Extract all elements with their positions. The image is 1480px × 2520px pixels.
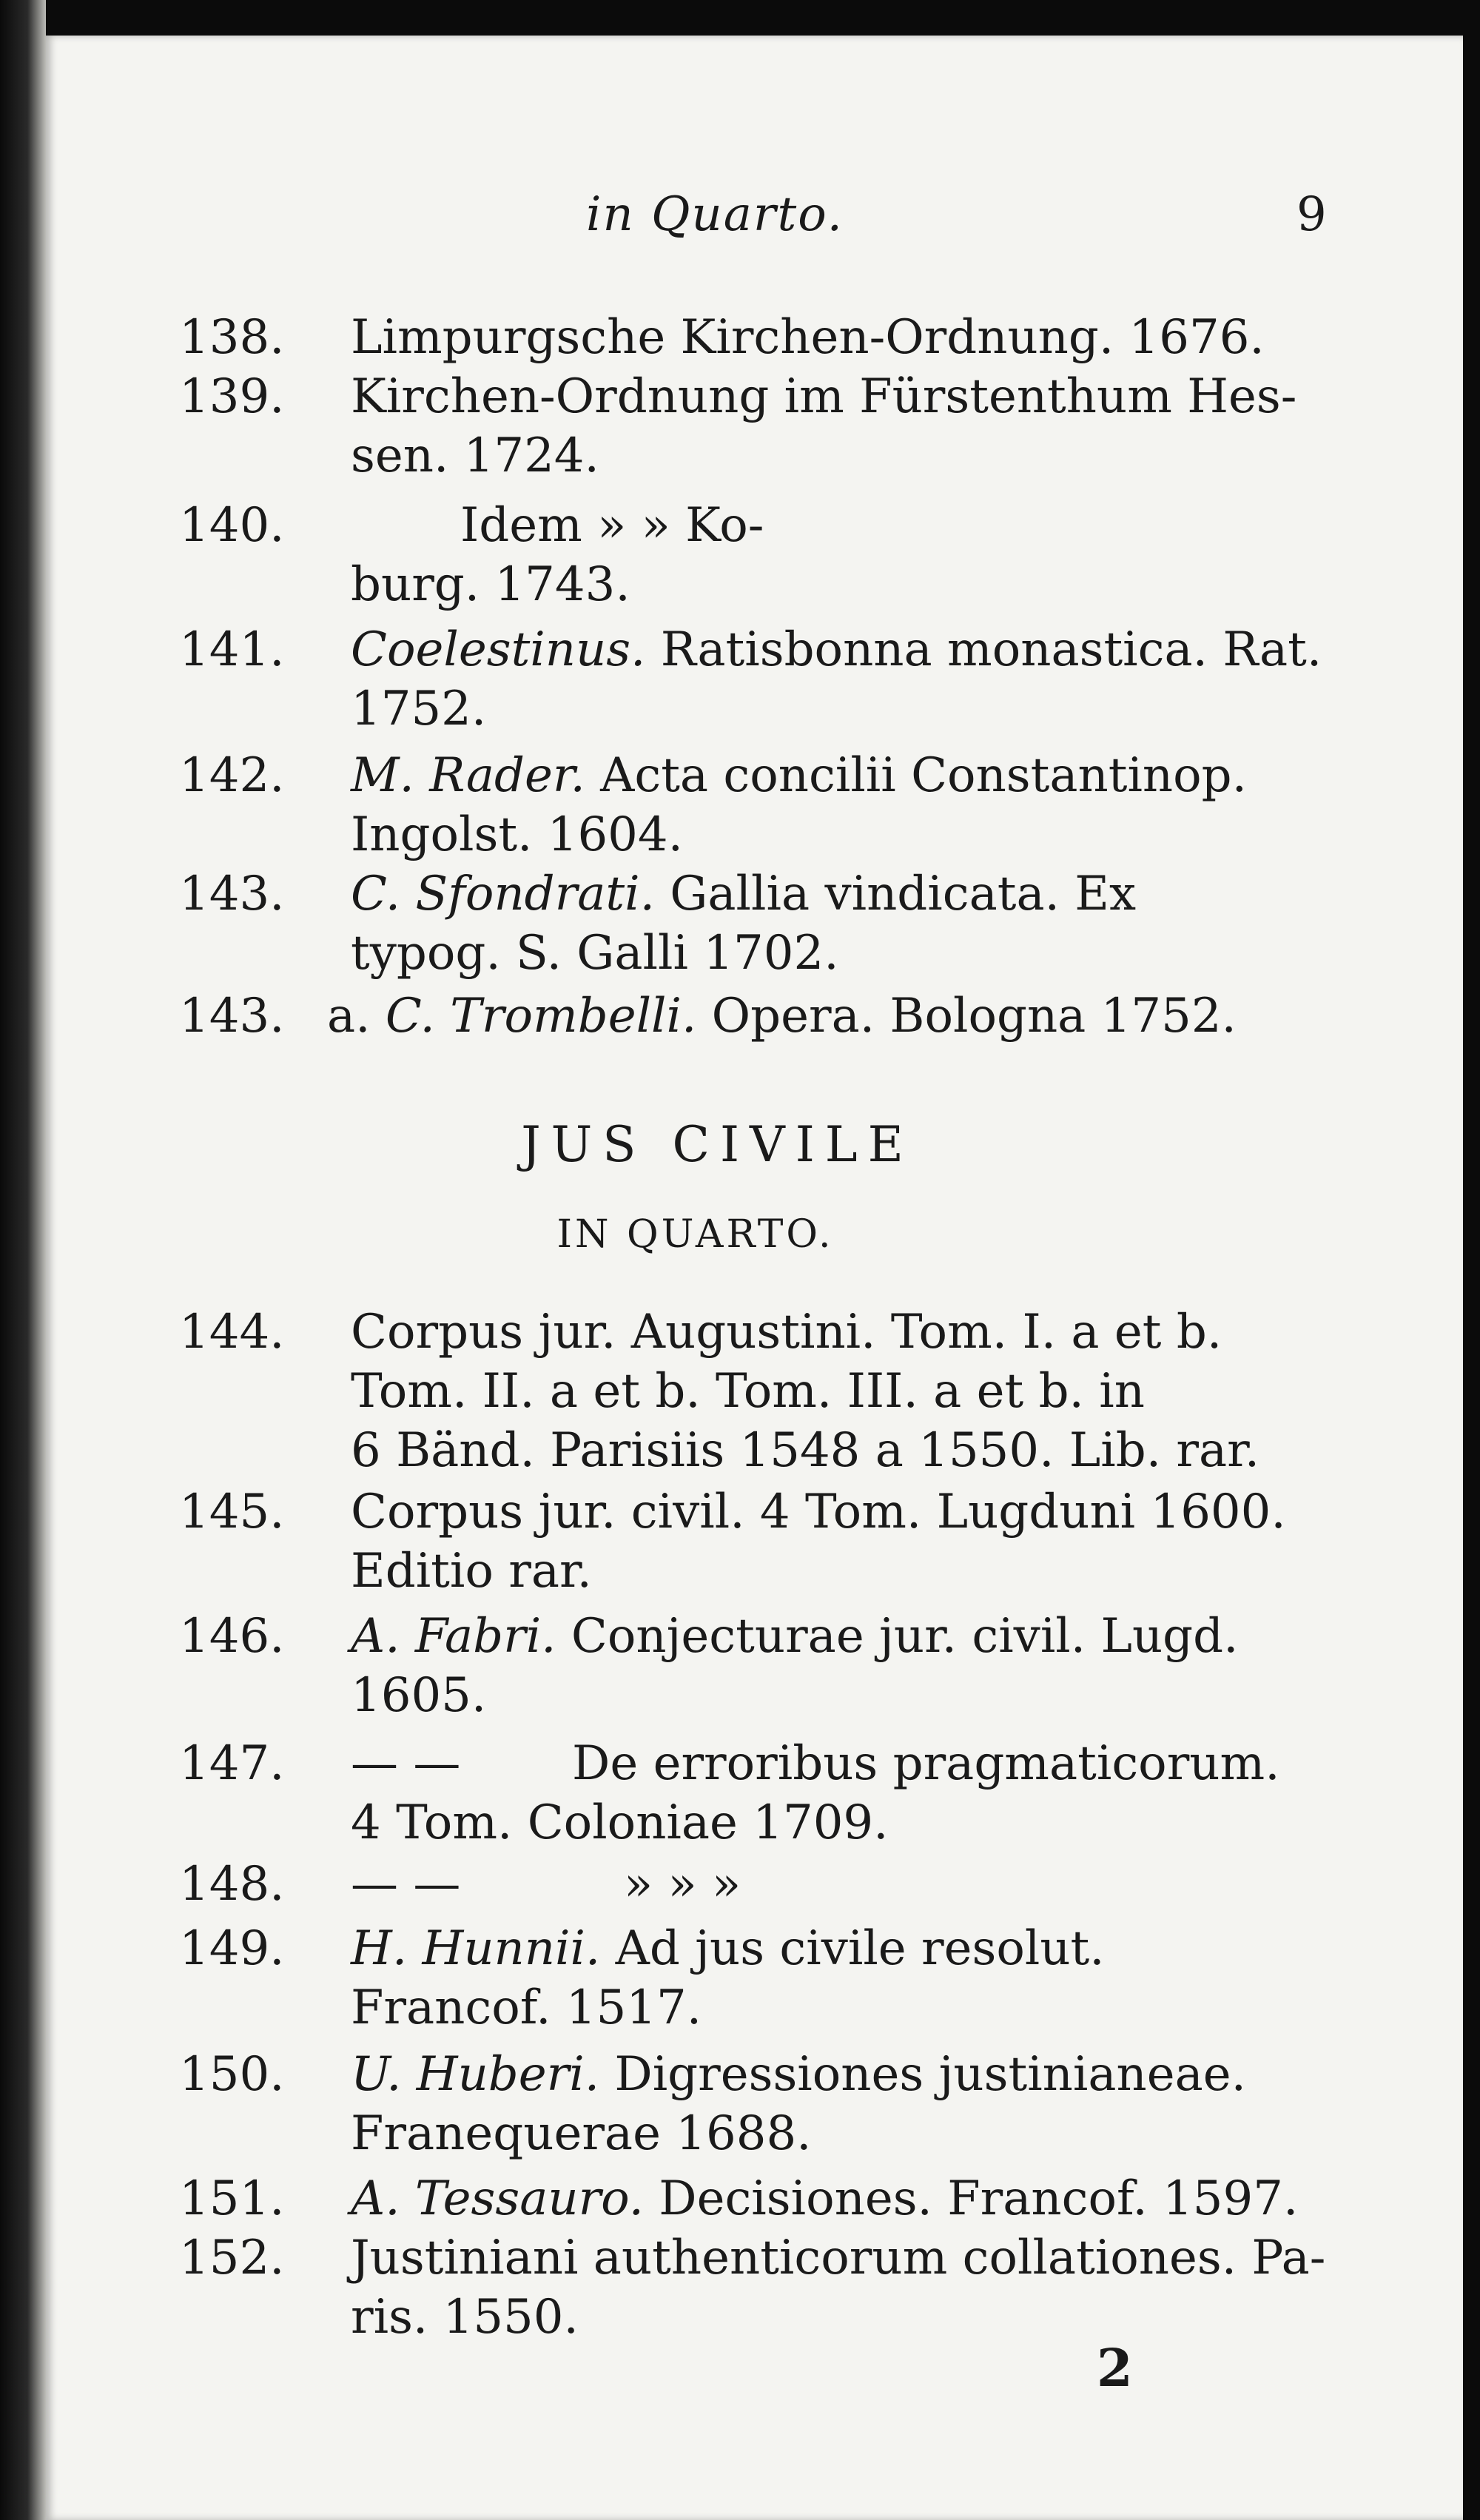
entry-author: Coelestinus.	[351, 622, 646, 677]
entry-number: 143.	[179, 867, 285, 921]
entry-number: 148.	[179, 1857, 285, 1912]
book-spine	[0, 0, 46, 2520]
entry-line	[351, 2169, 1298, 2228]
entry-text: burg. 1743.	[351, 557, 630, 612]
entry-text: Justiniani authenticorum collationes. Pa-	[351, 2231, 1326, 2285]
entry-text: ris. 1550.	[351, 2290, 579, 2345]
entry-number: 138.	[179, 310, 285, 365]
entry-author: A. Fabri.	[351, 1609, 556, 1664]
entry-number: 146.	[179, 1609, 285, 1664]
entry-author: C. Trombelli.	[385, 989, 697, 1044]
entry-text: Kirchen-Ordnung im Fürstenthum Hes-	[351, 369, 1297, 424]
entry-text: typog. S. Galli 1702.	[351, 926, 839, 981]
entry-author: A. Tessauro.	[351, 2171, 644, 2226]
entry-text: Corpus jur. civil. 4 Tom. Lugduni 1600.	[351, 1485, 1286, 1539]
entry-title: De erroribus pragmaticorum.	[572, 1736, 1280, 1791]
entry-text: Ingolst. 1604.	[351, 807, 683, 862]
entry-title: Conjecturae jur. civil. Lugd.	[571, 1609, 1239, 1664]
entry-author: M. Rader.	[351, 748, 585, 803]
entry-number: 144.	[179, 1305, 285, 1360]
entry-number: 141.	[179, 622, 285, 677]
section-subtitle: IN QUARTO.	[556, 1212, 834, 1257]
entry-line	[351, 620, 1322, 679]
entry-title: Acta concilii Constantinop.	[600, 748, 1247, 803]
entry-text: sen. 1724.	[351, 429, 599, 483]
entry-number: 151.	[179, 2171, 285, 2226]
entry-dash: — —	[351, 1736, 461, 1791]
entry-number: 150.	[179, 2047, 285, 2102]
entry-prefix: a.	[327, 989, 371, 1044]
book-page	[46, 36, 1463, 2520]
page-number: 9	[1296, 187, 1327, 242]
entry-title: Opera. Bologna 1752.	[711, 989, 1237, 1044]
entry-line	[351, 746, 1247, 805]
entry-text: Limpurgsche Kirchen-Ordnung. 1676.	[351, 310, 1265, 365]
signature-mark: 2	[1097, 2337, 1133, 2399]
entry-text: Tom. II. a et b. Tom. III. a et b. in	[351, 1364, 1145, 1419]
entry-number: 147.	[179, 1736, 285, 1791]
entry-text: 6 Bänd. Parisiis 1548 a 1550. Lib. rar.	[351, 1423, 1260, 1478]
entry-title: Gallia vindicata. Ex	[670, 867, 1137, 921]
entry-line	[351, 1734, 1280, 1793]
running-title: in Quarto.	[586, 187, 844, 242]
entry-text: 1752.	[351, 682, 487, 736]
entry-title: » » »	[624, 1857, 741, 1912]
entry-text: Francof. 1517.	[351, 1980, 702, 2035]
section-title: JUS CIVILE	[521, 1116, 914, 1173]
entry-line	[327, 987, 1237, 1046]
entry-line	[351, 864, 1136, 924]
entry-title: Digressiones justinianeae.	[614, 2047, 1246, 2102]
entry-line	[351, 1919, 1105, 1978]
entry-author: H. Hunnii.	[351, 1921, 601, 1976]
entry-text: Corpus jur. Augustini. Tom. I. a et b.	[351, 1305, 1222, 1360]
entry-number: 145.	[179, 1485, 285, 1539]
entry-text: Editio rar.	[351, 1544, 592, 1599]
entry-title: Ad jus civile resolut.	[615, 1921, 1105, 1976]
entry-title: Ratisbonna monastica. Rat.	[660, 622, 1322, 677]
entry-title: Decisiones. Francof. 1597.	[659, 2171, 1299, 2226]
entry-text: Franequerae 1688.	[351, 2106, 812, 2161]
entry-number: 140.	[179, 498, 285, 553]
entry-line	[351, 1607, 1238, 1666]
entry-author: C. Sfondrati.	[351, 867, 655, 921]
entry-line	[351, 1855, 741, 1914]
entry-dash: — —	[351, 1857, 461, 1912]
entry-number: 142.	[179, 748, 285, 803]
entry-text: 4 Tom. Coloniae 1709.	[351, 1795, 889, 1850]
page-header	[46, 187, 1463, 254]
entry-number: 152.	[179, 2231, 285, 2285]
entry-number: 143.	[179, 989, 285, 1044]
entry-text: Idem » » Ko-	[460, 498, 764, 553]
entry-author: U. Huberi.	[351, 2047, 600, 2102]
entry-number: 149.	[179, 1921, 285, 1976]
entry-text: 1605.	[351, 1668, 487, 1723]
entry-line	[351, 2045, 1246, 2104]
entry-number: 139.	[179, 369, 285, 424]
